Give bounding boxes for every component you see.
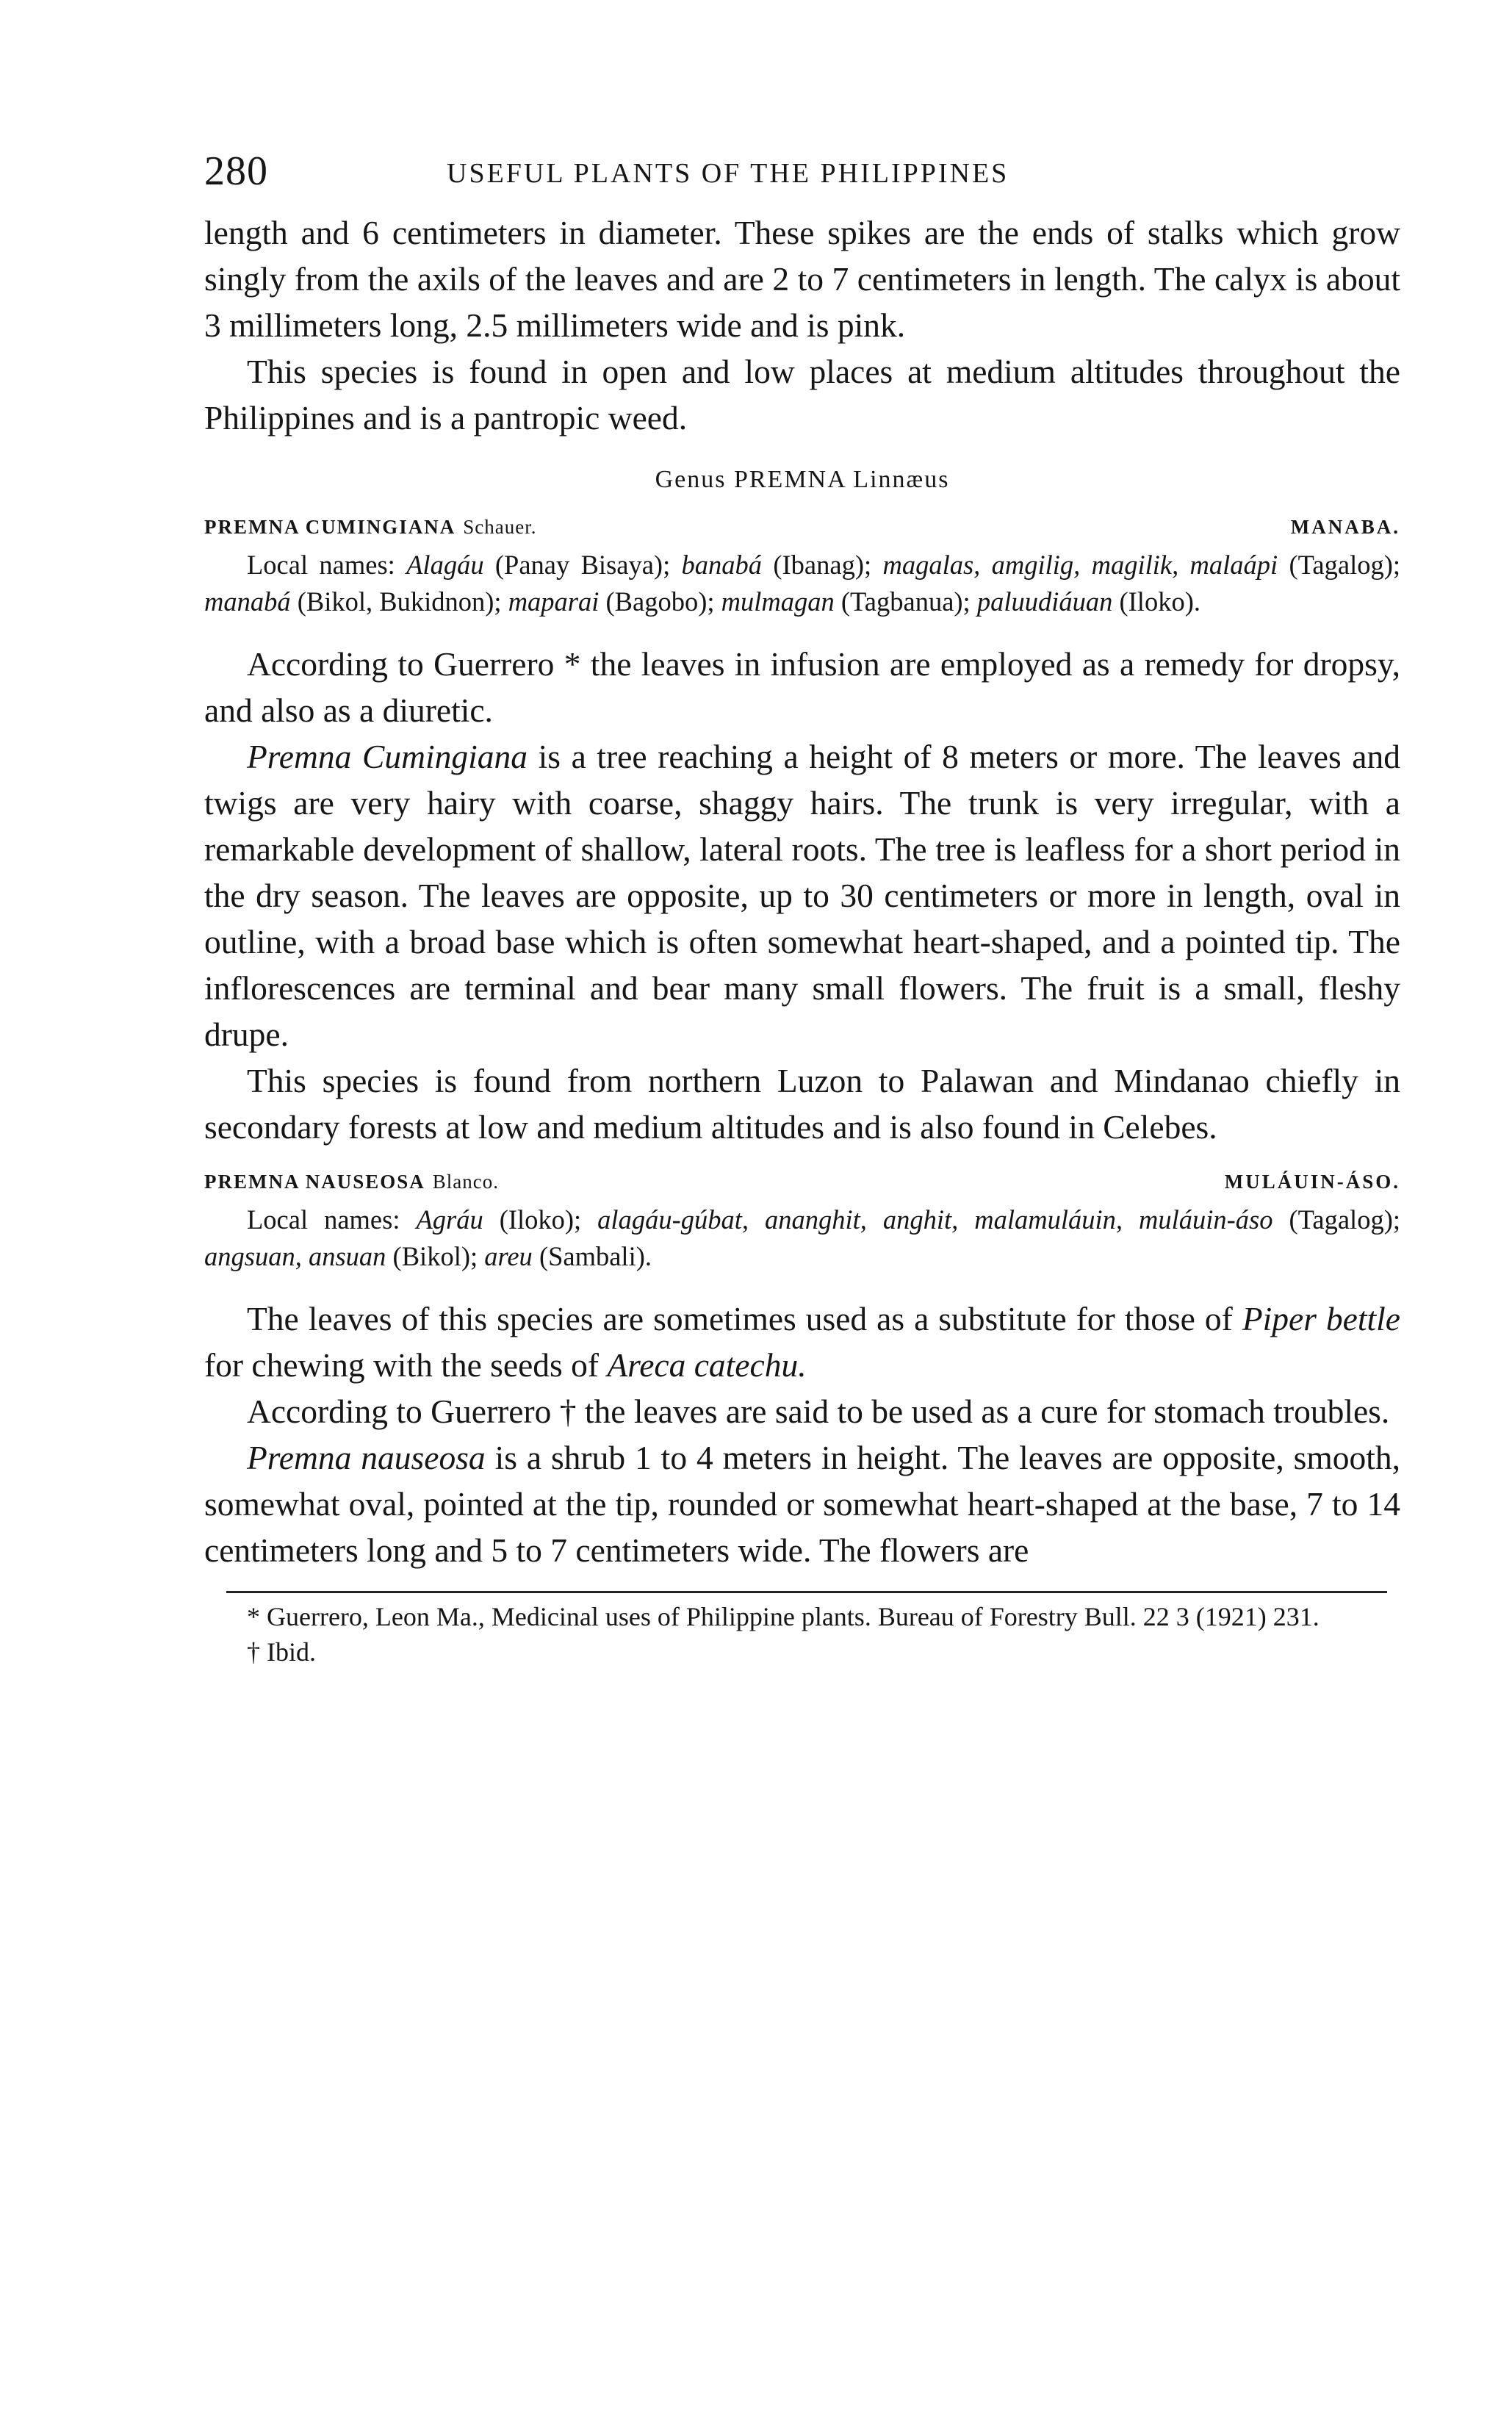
footnote-1: * Guerrero, Leon Ma., Medicinal uses of Philippine plants. Bureau of Forestry Bull. 22 3 (1921) 231. [247,1602,1320,1631]
species-italic-name: Areca catechu. [607,1346,807,1384]
page-number: 280 [204,148,268,194]
species-heading-premna-nauseosa [204,1165,1400,1201]
cumingiana-paragraph-3: This species is found from northern Luzon to Palawan and Mindanao chiefly in secondary forests at low and medium altitudes and is also found in Celebes. [204,1062,1400,1146]
local-name: Agráu [416,1204,483,1235]
local-name-language: (Iloko); [483,1204,598,1235]
local-names-premna-nauseosa [204,1201,1400,1275]
footnote-rule [226,1591,1387,1593]
species-italic-name: Piper bettle [1242,1300,1400,1337]
local-names-label: Local names: [247,550,395,580]
local-name-language: (Tagbanua); [834,586,977,617]
local-name: mulmagan [721,586,835,617]
local-name: magalas, amgilig, magilik, malaápi [882,550,1278,580]
species-italic-name: Premna Cumingiana [247,738,528,775]
local-name: banabá [681,550,763,580]
local-name: angsuan, ansuan [204,1241,386,1271]
nauseosa-paragraph-1 [204,1296,1400,1388]
footnotes [204,1599,1400,1670]
footnote-2: † Ibid. [247,1637,316,1667]
local-name-language: (Ibanag); [762,550,883,580]
local-name-language: (Tagalog); [1278,550,1401,580]
cumingiana-description: is a tree reaching a height of 8 meters or more. The leaves and twigs are very hairy with coarse, shaggy hairs. The trunk is very irregular, with a remarkable development of shallow, lateral roots. The tree is leafless for a short period in the dry season. The leaves are opposite, up to 30 centimeters or more in length, oval in outline, with a broad base which is often somewhat heart-shaped, and a pointed tip. The inflorescences are terminal and bear many small flowers. The fruit is a small, fleshy drupe. [204,738,1400,1053]
local-name-language: (Bagobo); [599,586,721,617]
local-name: paluudiáuan [976,586,1113,617]
local-name-language: (Bikol); [386,1241,485,1271]
local-name: areu [484,1241,533,1271]
running-title: USEFUL PLANTS OF THE PHILIPPINES [447,158,1009,189]
genus-heading [204,466,1400,494]
intro-paragraph-2: This species is found in open and low places at medium altitudes throughout the Philippines and is a pantropic weed. [204,353,1400,436]
local-name-language: (Tagalog); [1272,1204,1400,1235]
genus-author: Linnæus [853,466,950,493]
species-author: Schauer. [463,516,537,538]
local-name-language: (Iloko). [1112,586,1200,617]
species-common-name: MULÁUIN-ÁSO. [1224,1171,1400,1193]
nauseosa-paragraph-3 [204,1434,1400,1573]
species-latin-name: PREMNA NAUSEOSA [204,1171,425,1193]
local-name: maparai [508,586,600,617]
genus-label: Genus [655,466,727,493]
species-heading-premna-cumingiana [204,510,1400,547]
intro-paragraph-1: length and 6 centimeters in diameter. These spikes are the ends of stalks which grow singly from the axils of the leaves and are 2 to 7 centimeters in length. The calyx is about 3 millimeters long, 2.5 millimeters wide and is pink. [204,214,1400,344]
book-page [204,148,1401,1670]
local-names-label: Local names: [247,1204,400,1235]
cumingiana-paragraph-1: According to Guerrero * the leaves in infusion are employed as a remedy for dropsy, and also as a diuretic. [204,645,1400,729]
local-name: alagáu-gúbat, ananghit, anghit, malamuláuin, muláuin-áso [597,1204,1273,1235]
local-names-premna-cumingiana [204,547,1400,620]
local-name: Alagáu [406,550,484,580]
genus-name: PREMNA [733,466,846,493]
nauseosa-text: for chewing with the seeds of [204,1346,608,1384]
species-author: Blanco. [432,1171,500,1193]
local-name-language: (Panay Bisaya); [483,550,682,580]
local-name: manabá [204,586,291,617]
species-common-name: MANABA. [1290,516,1400,538]
nauseosa-description: is a shrub 1 to 4 meters in height. The leaves are opposite, smooth, somewhat oval, pointed at the tip, rounded or somewhat heart-shaped at the base, 7 to 14 centimeters long and 5 to 7 centimeters wide. The flowers are [204,1439,1400,1569]
species-italic-name: Premna nauseosa [247,1439,486,1476]
local-name-language: (Bikol, Bukidnon); [290,586,508,617]
nauseosa-paragraph-2: According to Guerrero † the leaves are said to be used as a cure for stomach troubles. [247,1393,1390,1430]
species-latin-name: PREMNA CUMINGIANA [204,516,456,538]
local-name-language: (Sambali). [532,1241,652,1271]
running-head [204,148,1400,209]
nauseosa-text: The leaves of this species are sometimes used as a substitute for those of [247,1300,1242,1337]
cumingiana-paragraph-2 [204,733,1400,1057]
